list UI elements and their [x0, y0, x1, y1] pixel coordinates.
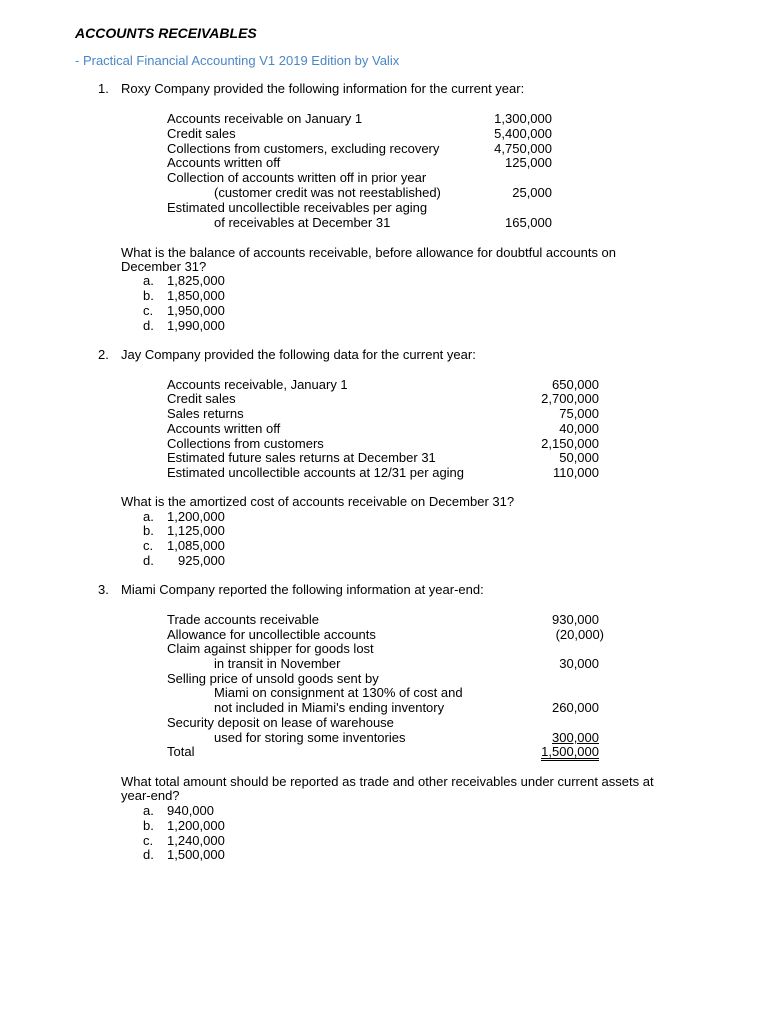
question-3-text: What total amount should be reported as trade and other receivables under current assets at	[121, 774, 654, 789]
q3-choice-letter: a.	[143, 803, 154, 818]
q3-item-amount: 930,000	[552, 612, 599, 627]
question-2-number: 2.	[98, 347, 109, 362]
q3-choice-value: 940,000	[167, 803, 214, 818]
q3-item-label: Security deposit on lease of warehouse	[167, 715, 394, 730]
q2-item-amount: 2,700,000	[541, 391, 599, 406]
q1-choice-letter: b.	[143, 288, 154, 303]
q3-item-label: in transit in November	[214, 656, 341, 671]
question-3-intro: Miami Company reported the following information at year-end:	[121, 582, 484, 597]
q1-item-amount: 5,400,000	[494, 126, 552, 141]
q1-choice-letter: a.	[143, 273, 154, 288]
q2-item-amount: 75,000	[559, 406, 599, 421]
q1-item-label: Accounts written off	[167, 155, 281, 170]
question-2-text: What is the amortized cost of accounts receivable on December 31?	[121, 494, 515, 509]
q1-item-label: Collection of accounts written off in prior year	[167, 170, 427, 185]
q3-item-amount: 260,000	[552, 700, 599, 715]
q2-item-label: Credit sales	[167, 391, 236, 406]
q3-item-amount: 300,000	[552, 730, 599, 745]
q1-choice-value: 1,950,000	[167, 303, 225, 318]
question-1-number: 1.	[98, 81, 109, 96]
q1-item-label: Accounts receivable on January 1	[167, 111, 363, 126]
q1-item-amount: 25,000	[512, 185, 552, 200]
q3-choice-letter: c.	[143, 833, 154, 848]
question-3-number: 3.	[98, 582, 109, 597]
q2-item-amount: 50,000	[559, 450, 599, 465]
q2-item-label: Collections from customers	[167, 436, 324, 451]
q3-choice-value: 1,200,000	[167, 818, 225, 833]
q2-item-amount: 40,000	[559, 421, 599, 436]
q3-item-amount: (20,000)	[555, 627, 604, 642]
q1-choice-value: 1,990,000	[167, 318, 225, 333]
question-1-intro: Roxy Company provided the following information for the current year:	[121, 81, 525, 96]
q3-choice-value: 1,500,000	[167, 847, 225, 862]
question-3-text: year-end?	[121, 788, 180, 803]
q1-item-label: (customer credit was not reestablished)	[214, 185, 441, 200]
q2-item-label: Estimated uncollectible accounts at 12/31 per aging	[167, 465, 465, 480]
q3-item-label: Claim against shipper for goods lost	[167, 641, 374, 656]
q1-item-amount: 4,750,000	[494, 141, 552, 156]
q2-item-amount: 2,150,000	[541, 436, 599, 451]
q2-choice-value: 1,200,000	[167, 509, 225, 524]
q1-item-label: Collections from customers, excluding recovery	[167, 141, 440, 156]
q1-item-label: Estimated uncollectible receivables per aging	[167, 200, 428, 215]
q2-item-amount: 650,000	[552, 377, 599, 392]
question-1-text: What is the balance of accounts receivable, before allowance for doubtful accounts on	[121, 245, 617, 260]
q3-choice-letter: b.	[143, 818, 154, 833]
q1-choice-letter: d.	[143, 318, 154, 333]
q1-item-amount: 125,000	[505, 155, 552, 170]
q3-item-amount: 30,000	[559, 656, 599, 671]
q3-item-label: Trade accounts receivable	[167, 612, 319, 627]
page-title: ACCOUNTS RECEIVABLES	[75, 25, 257, 41]
q2-item-label: Accounts receivable, January 1	[167, 377, 348, 392]
q2-choice-letter: a.	[143, 509, 154, 524]
question-2-intro: Jay Company provided the following data for the current year:	[121, 347, 476, 362]
q2-item-amount: 110,000	[552, 465, 599, 480]
q3-item-label: Allowance for uncollectible accounts	[167, 627, 376, 642]
q3-choice-value: 1,240,000	[167, 833, 225, 848]
q1-item-amount: 165,000	[505, 215, 552, 230]
q1-item-amount: 1,300,000	[494, 111, 552, 126]
q1-choice-value: 1,825,000	[167, 273, 225, 288]
q2-choice-value: 1,085,000	[167, 538, 225, 553]
q3-item-label: not included in Miami's ending inventory	[214, 700, 445, 715]
q2-item-label: Accounts written off	[167, 421, 281, 436]
q2-item-label: Sales returns	[167, 406, 244, 421]
source-subtitle: - Practical Financial Accounting V1 2019 Edition by Valix	[75, 53, 400, 68]
q3-total-amount: 1,500,000	[541, 744, 599, 759]
q1-choice-letter: c.	[143, 303, 154, 318]
q3-item-label: used for storing some inventories	[214, 730, 406, 745]
q2-choice-value: 1,125,000	[167, 523, 225, 538]
q3-total-label: Total	[167, 744, 195, 759]
q2-choice-letter: c.	[143, 538, 154, 553]
question-1-text: December 31?	[121, 259, 207, 274]
q3-item-label: Selling price of unsold goods sent by	[167, 671, 379, 686]
q1-item-label: of receivables at December 31	[214, 215, 391, 230]
q3-item-label: Miami on consignment at 130% of cost and	[214, 685, 463, 700]
q1-choice-value: 1,850,000	[167, 288, 225, 303]
q2-choice-value: 925,000	[178, 553, 225, 568]
q1-item-label: Credit sales	[167, 126, 236, 141]
q2-choice-letter: d.	[143, 553, 154, 568]
q2-item-label: Estimated future sales returns at December 31	[167, 450, 436, 465]
q2-choice-letter: b.	[143, 523, 154, 538]
q3-choice-letter: d.	[143, 847, 154, 862]
